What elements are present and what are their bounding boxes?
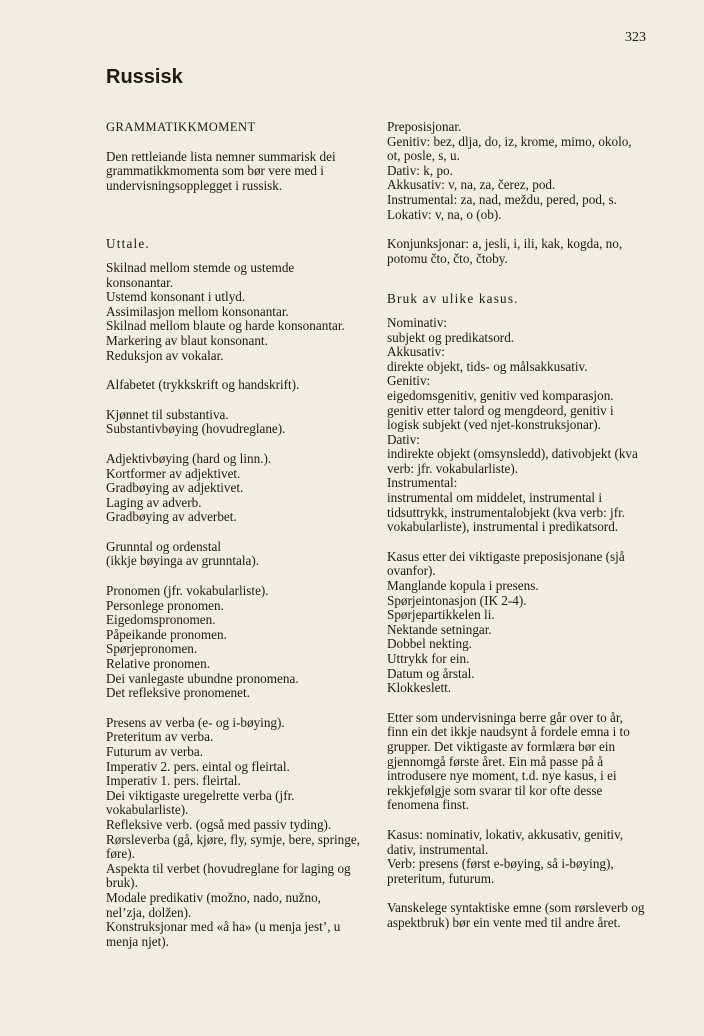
list-item: Spørjeintonasjon (IK 2-4). [387, 592, 527, 608]
list-item: Pronomen (jfr. vokabularliste). [106, 583, 269, 599]
list-item: Datum og årstal. [387, 665, 475, 681]
paragraph-progression: Etter som undervisninga berre går over to år, finn ein det ikkje naudsynt å fordele emna i to grupper. Det viktigaste av formlæra bør ein gjennomgå første året. Ein må passe på å introdusere nye moment, t.d. nye kasus, i ei rekkjefølgje som svarar til kor ofte desse fenomena finst. [387, 709, 630, 813]
list-item: Dativ: k, po. [387, 162, 453, 178]
preposisjonar-list [387, 120, 645, 222]
page-number: 323 [625, 30, 646, 45]
list-item: Akkusativ: [387, 344, 445, 360]
list-item: Uttrykk for ein. [387, 651, 470, 666]
kasus-prep-list [387, 550, 645, 696]
grunntal-list [106, 540, 362, 569]
list-item: Imperativ 2. pers. eintal og fleirtal. [106, 758, 290, 774]
alfabet-item: Alfabetet (trykkskrift og handskrift). [106, 377, 300, 393]
section-heading-grammatikkmoment: GRAMMATIKKMOMENT [106, 120, 256, 134]
paragraph-syntax: Vanskelege syntaktiske emne (som rørsleverb og aspektbruk) bør ein vente med til andre året. [387, 900, 645, 930]
list-item: instrumental om middelet, instrumental i tidsuttrykk, instrumentalobjekt (kva verb: jfr. vokabularliste), instrumental i predikatsord. [387, 490, 626, 535]
list-item: Kjønnet til substantiva. [106, 406, 229, 422]
list-item: Grunntal og ordenstal [106, 538, 221, 554]
list-item: Akkusativ: v, na, za, čerez, pod. [387, 177, 556, 193]
list-item: Lokativ: v, na, o (ob). [387, 206, 502, 222]
list-item: Aspekta til verbet (hovudreglane for laging og bruk). [106, 860, 351, 891]
adjektiv-list [106, 452, 362, 525]
list-item: Rørsleverba (gå, kjøre, fly, symje, bere, springe, føre). [106, 831, 361, 862]
kasus-list [387, 316, 645, 535]
list-item: Instrumental: [387, 475, 458, 491]
list-item: Nektande setningar. [387, 621, 492, 637]
list-item: Gradbøying av adjektivet. [106, 480, 244, 496]
right-column [387, 120, 645, 931]
list-item: Påpeikande pronomen. [106, 626, 227, 642]
list-item: Ustemd konsonant i utlyd. [106, 289, 246, 305]
list-item: Verb: presens (først e-bøying, så i-bøying), preteritum, futurum. [387, 856, 614, 886]
list-item: Relative pronomen. [106, 656, 211, 672]
list-item: direkte objekt, tids- og målsakkusativ. [387, 358, 588, 374]
list-item: Assimilasjon mellom konsonantar. [106, 303, 289, 319]
list-item: Klokkeslett. [387, 680, 452, 696]
list-item: Dei viktigaste uregelrette verba (jfr. vokabularliste). [106, 787, 295, 818]
list-item: Modale predikativ (možno, nado, nužno, nel’zja, dolžen). [106, 889, 321, 920]
list-item: Gradbøying av adverbet. [106, 509, 237, 525]
list-item: (ikkje bøyinga av grunntala). [106, 553, 260, 569]
list-item: Reduksjon av vokalar. [106, 347, 224, 363]
page-title: Russisk [106, 66, 183, 88]
list-item: Refleksive verb. (også med passiv tyding). [106, 816, 332, 832]
list-item: Kasus etter dei viktigaste preposisjonane (sjå ovanfor). [387, 548, 625, 579]
list-item: Spørjepronomen. [106, 641, 198, 657]
list-item: Kasus: nominativ, lokativ, akkusativ, genitiv, dativ, instrumental. [387, 826, 624, 857]
kjonn-list [106, 408, 362, 437]
list-item: Nominativ: [387, 314, 448, 330]
list-item: eigedomsgenitiv, genitiv ved komparasjon. genitiv etter talord og mengdeord, genitiv i logisk subjekt (ved njet-konstruksjonar). [387, 387, 614, 433]
list-item: indirekte objekt (omsynsledd), dativobjekt (kva verb: jfr. vokabularliste). [387, 446, 638, 476]
verb-list [106, 716, 362, 950]
pronomen-list [106, 584, 362, 701]
list-item: Skilnad mellom blaute og harde konsonantar. [106, 318, 345, 334]
list-item: Presens av verba (e- og i-bøying). [106, 714, 285, 730]
list-item: Markering av blaut konsonant. [106, 332, 268, 348]
intro-text: Den rettleiande lista nemner summarisk dei grammatikkmomenta som bør vere med i undervisningsopplegget i russisk. [106, 148, 336, 193]
left-column [106, 120, 362, 949]
list-item: Genitiv: [387, 373, 431, 389]
list-item: Dativ: [387, 431, 420, 447]
list-item: Laging av adverb. [106, 494, 202, 510]
list-item: Preteritum av verba. [106, 729, 214, 745]
list-item: Substantivbøying (hovudreglane). [106, 421, 286, 437]
list-item: Skilnad mellom stemde og ustemde konsonantar. [106, 259, 295, 290]
list-item: Instrumental: za, nad, meždu, pered, pod, s. [387, 191, 617, 207]
list-item: Imperativ 1. pers. fleirtal. [106, 773, 241, 789]
first-year-list [387, 828, 645, 886]
konjunksjonar-item: Konjunksjonar: a, jesli, i, ili, kak, kogda, no, potomu čto, čto, čtoby. [387, 236, 623, 266]
list-item: Futurum av verba. [106, 744, 204, 759]
list-item: Konstruksjonar med «å ha» (u menja jest’, u menja njet). [106, 919, 341, 949]
list-item: Manglande kopula i presens. [387, 578, 539, 594]
list-item: Preposisjonar. [387, 119, 462, 134]
section-heading-uttale: Uttale. [106, 236, 150, 252]
list-item: Spørjepartikkelen li. [387, 607, 495, 623]
uttale-list [106, 261, 362, 363]
list-item: Adjektivbøying (hard og linn.). [106, 450, 272, 466]
list-item: Dei vanlegaste ubundne pronomena. [106, 670, 299, 686]
list-item: Personlege pronomen. [106, 597, 224, 613]
list-item: subjekt og predikatsord. [387, 329, 515, 345]
list-item: Dobbel nekting. [387, 636, 472, 652]
list-item: Kortformer av adjektivet. [106, 465, 241, 481]
list-item: Genitiv: bez, dlja, do, iz, krome, mimo, okolo, ot, posle, s, u. [387, 133, 632, 164]
section-heading-kasus: Bruk av ulike kasus. [387, 291, 519, 307]
list-item: Eigedomspronomen. [106, 612, 216, 628]
list-item: Det refleksive pronomenet. [106, 685, 250, 701]
